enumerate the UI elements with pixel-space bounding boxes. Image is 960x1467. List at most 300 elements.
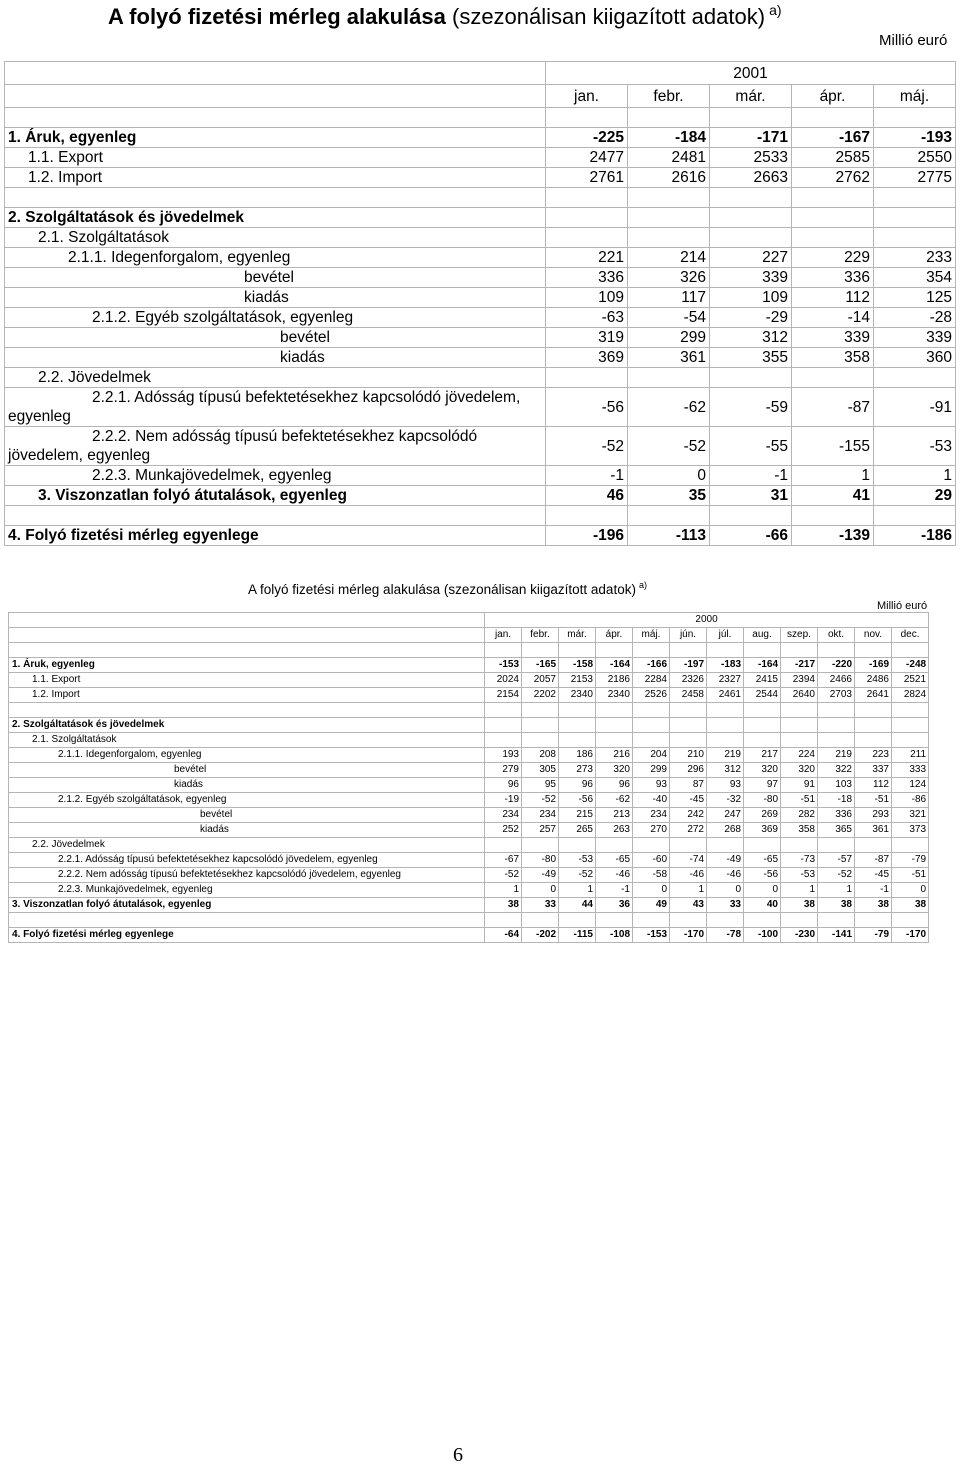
- table-row: [9, 718, 929, 733]
- value-cell: 354: [874, 268, 956, 288]
- value-cell: -184: [628, 128, 710, 148]
- value-cell: 268: [707, 823, 744, 838]
- value-cell: -52: [818, 868, 855, 883]
- value-cell: [792, 208, 874, 228]
- value-cell: [710, 368, 792, 388]
- empty-cell: [892, 643, 929, 658]
- row-label: 2. Szolgáltatások és jövedelmek: [5, 208, 546, 228]
- value-cell: 273: [559, 763, 596, 778]
- value-cell: -49: [522, 868, 559, 883]
- value-cell: 2550: [874, 148, 956, 168]
- empty-cell: [485, 643, 522, 658]
- table1: [4, 61, 956, 546]
- table-row: [5, 388, 956, 427]
- row-label: kiadás: [5, 288, 546, 308]
- empty-cell: [744, 703, 781, 718]
- value-cell: 326: [628, 268, 710, 288]
- value-cell: -40: [633, 793, 670, 808]
- table-row: [5, 427, 956, 466]
- row-label: 2.2.3. Munkajövedelmek, egyenleg: [9, 883, 485, 898]
- value-cell: -63: [546, 308, 628, 328]
- value-cell: -186: [874, 526, 956, 546]
- table2: [8, 612, 929, 943]
- value-cell: 213: [596, 808, 633, 823]
- value-cell: -164: [744, 658, 781, 673]
- table-row: [9, 658, 929, 673]
- value-cell: 319: [546, 328, 628, 348]
- value-cell: 337: [855, 763, 892, 778]
- table-row: [9, 898, 929, 913]
- value-cell: [546, 228, 628, 248]
- table-row: [5, 248, 956, 268]
- value-cell: [710, 208, 792, 228]
- empty-cell: [781, 913, 818, 928]
- row-label: 3. Viszonzatlan folyó átutalások, egyenleg: [9, 898, 485, 913]
- row-label: 2.2. Jövedelmek: [9, 838, 485, 853]
- empty-cell: [781, 703, 818, 718]
- value-cell: 339: [874, 328, 956, 348]
- row-label: 1.1. Export: [9, 673, 485, 688]
- value-cell: [818, 838, 855, 853]
- value-cell: -167: [792, 128, 874, 148]
- empty-cell: [633, 643, 670, 658]
- value-cell: 2415: [744, 673, 781, 688]
- value-cell: -115: [559, 928, 596, 943]
- table-row: [5, 466, 956, 486]
- empty-cell: [559, 703, 596, 718]
- header-month: febr.: [522, 628, 559, 643]
- value-cell: 215: [559, 808, 596, 823]
- value-cell: -155: [792, 427, 874, 466]
- value-cell: -100: [744, 928, 781, 943]
- value-cell: -230: [781, 928, 818, 943]
- value-cell: -46: [707, 868, 744, 883]
- value-cell: 2526: [633, 688, 670, 703]
- value-cell: 365: [818, 823, 855, 838]
- value-cell: 2461: [707, 688, 744, 703]
- table-row: [5, 328, 956, 348]
- value-cell: 321: [892, 808, 929, 823]
- row-label: 4. Folyó fizetési mérleg egyenlege: [9, 928, 485, 943]
- value-cell: [546, 208, 628, 228]
- value-cell: -65: [596, 853, 633, 868]
- value-cell: -67: [485, 853, 522, 868]
- value-cell: -58: [633, 868, 670, 883]
- value-cell: [522, 838, 559, 853]
- value-cell: 265: [559, 823, 596, 838]
- value-cell: [546, 368, 628, 388]
- header-month: febr.: [628, 85, 710, 108]
- value-cell: 1: [781, 883, 818, 898]
- row-label: kiadás: [9, 778, 485, 793]
- value-cell: [485, 838, 522, 853]
- value-cell: 204: [633, 748, 670, 763]
- row-label: 2.2.1. Adósság típusú befektetésekhez kapcsolódó jövedelem, egyenleg: [9, 853, 485, 868]
- value-cell: -217: [781, 658, 818, 673]
- value-cell: 223: [855, 748, 892, 763]
- value-cell: 125: [874, 288, 956, 308]
- value-cell: -80: [744, 793, 781, 808]
- value-cell: 2761: [546, 168, 628, 188]
- table-row: [5, 128, 956, 148]
- value-cell: -87: [855, 853, 892, 868]
- value-cell: [628, 228, 710, 248]
- empty-cell: [818, 913, 855, 928]
- value-cell: -183: [707, 658, 744, 673]
- value-cell: 93: [633, 778, 670, 793]
- value-cell: -51: [892, 868, 929, 883]
- value-cell: 0: [633, 883, 670, 898]
- value-cell: -19: [485, 793, 522, 808]
- value-cell: [744, 838, 781, 853]
- empty-cell: [818, 643, 855, 658]
- spacer-row: [5, 188, 956, 208]
- empty-cell: [792, 188, 874, 208]
- row-label: 3. Viszonzatlan folyó átutalások, egyenleg: [5, 486, 546, 506]
- table-row: [9, 868, 929, 883]
- value-cell: 373: [892, 823, 929, 838]
- empty-cell: [522, 643, 559, 658]
- value-cell: 103: [818, 778, 855, 793]
- value-cell: 95: [522, 778, 559, 793]
- value-cell: [818, 733, 855, 748]
- value-cell: -60: [633, 853, 670, 868]
- value-cell: [792, 368, 874, 388]
- spacer-row: [9, 913, 929, 928]
- value-cell: 87: [670, 778, 707, 793]
- value-cell: 33: [522, 898, 559, 913]
- value-cell: -87: [792, 388, 874, 427]
- value-cell: 2327: [707, 673, 744, 688]
- row-label: bevétel: [9, 808, 485, 823]
- empty-cell: [744, 913, 781, 928]
- header-month: jún.: [670, 628, 707, 643]
- value-cell: 0: [628, 466, 710, 486]
- value-cell: [596, 733, 633, 748]
- spacer-row: [9, 643, 929, 658]
- empty-cell: [707, 703, 744, 718]
- row-label: 2.2.3. Munkajövedelmek, egyenleg: [5, 466, 546, 486]
- value-cell: -46: [596, 868, 633, 883]
- header-month: már.: [710, 85, 792, 108]
- value-cell: 312: [710, 328, 792, 348]
- header-year-row: [5, 62, 956, 85]
- value-cell: 2326: [670, 673, 707, 688]
- value-cell: 109: [710, 288, 792, 308]
- row-label: 2.1. Szolgáltatások: [9, 733, 485, 748]
- empty-cell: [874, 108, 956, 128]
- value-cell: 1: [792, 466, 874, 486]
- value-cell: 208: [522, 748, 559, 763]
- value-cell: -56: [546, 388, 628, 427]
- value-cell: -18: [818, 793, 855, 808]
- value-cell: 358: [792, 348, 874, 368]
- value-cell: 242: [670, 808, 707, 823]
- value-cell: 361: [628, 348, 710, 368]
- value-cell: -52: [559, 868, 596, 883]
- empty-cell: [792, 108, 874, 128]
- value-cell: -53: [874, 427, 956, 466]
- value-cell: [874, 368, 956, 388]
- value-cell: 269: [744, 808, 781, 823]
- empty-cell: [485, 913, 522, 928]
- empty-cell: [596, 643, 633, 658]
- value-cell: 38: [855, 898, 892, 913]
- value-cell: -56: [559, 793, 596, 808]
- table2-title-text: A folyó fizetési mérleg alakulása (szezonálisan kiigazított adatok): [248, 582, 636, 597]
- value-cell: 93: [707, 778, 744, 793]
- empty-cell: [874, 506, 956, 526]
- empty-cell: [670, 913, 707, 928]
- value-cell: [855, 838, 892, 853]
- row-label: 1.2. Import: [9, 688, 485, 703]
- value-cell: -80: [522, 853, 559, 868]
- value-cell: [744, 718, 781, 733]
- value-cell: 2544: [744, 688, 781, 703]
- value-cell: -52: [522, 793, 559, 808]
- table-row: [5, 168, 956, 188]
- value-cell: [710, 228, 792, 248]
- value-cell: [559, 733, 596, 748]
- value-cell: -55: [710, 427, 792, 466]
- table-row: [9, 838, 929, 853]
- spacer-row: [5, 108, 956, 128]
- value-cell: [892, 718, 929, 733]
- value-cell: [818, 718, 855, 733]
- header-year-row: [9, 613, 929, 628]
- row-label: bevétel: [5, 328, 546, 348]
- value-cell: -139: [792, 526, 874, 546]
- value-cell: -45: [855, 868, 892, 883]
- value-cell: -79: [855, 928, 892, 943]
- value-cell: 49: [633, 898, 670, 913]
- empty-cell: [546, 108, 628, 128]
- value-cell: 229: [792, 248, 874, 268]
- value-cell: 2340: [559, 688, 596, 703]
- table1-title-footnote: a): [769, 2, 782, 18]
- empty-cell: [633, 703, 670, 718]
- header-year: 2001: [546, 62, 956, 85]
- value-cell: 0: [522, 883, 559, 898]
- value-cell: -78: [707, 928, 744, 943]
- value-cell: 2486: [855, 673, 892, 688]
- value-cell: 234: [485, 808, 522, 823]
- value-cell: -202: [522, 928, 559, 943]
- value-cell: [781, 733, 818, 748]
- value-cell: 2533: [710, 148, 792, 168]
- row-label: 2.1.2. Egyéb szolgáltatások, egyenleg: [9, 793, 485, 808]
- value-cell: 320: [781, 763, 818, 778]
- table-row: [9, 808, 929, 823]
- page-number: 6: [453, 1444, 463, 1466]
- value-cell: -220: [818, 658, 855, 673]
- row-label: bevétel: [5, 268, 546, 288]
- value-cell: 270: [633, 823, 670, 838]
- empty-cell: [522, 913, 559, 928]
- value-cell: -29: [710, 308, 792, 328]
- value-cell: 91: [781, 778, 818, 793]
- value-cell: -45: [670, 793, 707, 808]
- value-cell: [707, 838, 744, 853]
- value-cell: -170: [670, 928, 707, 943]
- table-row: [9, 883, 929, 898]
- header-year: 2000: [485, 613, 929, 628]
- value-cell: 339: [710, 268, 792, 288]
- value-cell: 336: [792, 268, 874, 288]
- header-month: okt.: [818, 628, 855, 643]
- table-row: [9, 673, 929, 688]
- value-cell: -65: [744, 853, 781, 868]
- table2-unit: Millió euró: [877, 600, 928, 612]
- table-row: [5, 368, 956, 388]
- empty-cell: [670, 703, 707, 718]
- row-label: 2.1.1. Idegenforgalom, egyenleg: [9, 748, 485, 763]
- value-cell: [874, 228, 956, 248]
- table-row: [5, 486, 956, 506]
- value-cell: -86: [892, 793, 929, 808]
- table-row: [9, 793, 929, 808]
- value-cell: 109: [546, 288, 628, 308]
- value-cell: 361: [855, 823, 892, 838]
- value-cell: 124: [892, 778, 929, 793]
- value-cell: -113: [628, 526, 710, 546]
- empty-cell: [633, 913, 670, 928]
- value-cell: -66: [710, 526, 792, 546]
- row-label: kiadás: [9, 823, 485, 838]
- header-corner: [9, 628, 485, 643]
- value-cell: 336: [546, 268, 628, 288]
- value-cell: 38: [485, 898, 522, 913]
- empty-cell: [628, 108, 710, 128]
- value-cell: 2640: [781, 688, 818, 703]
- value-cell: -59: [710, 388, 792, 427]
- table-row: [9, 823, 929, 838]
- value-cell: 263: [596, 823, 633, 838]
- value-cell: 29: [874, 486, 956, 506]
- value-cell: 96: [596, 778, 633, 793]
- value-cell: 210: [670, 748, 707, 763]
- value-cell: -166: [633, 658, 670, 673]
- value-cell: 36: [596, 898, 633, 913]
- value-cell: 296: [670, 763, 707, 778]
- row-label: 2.2. Jövedelmek: [5, 368, 546, 388]
- value-cell: 38: [818, 898, 855, 913]
- table-row: [5, 208, 956, 228]
- empty-cell: [5, 108, 546, 128]
- value-cell: [744, 733, 781, 748]
- empty-cell: [5, 506, 546, 526]
- header-month: júl.: [707, 628, 744, 643]
- value-cell: -158: [559, 658, 596, 673]
- value-cell: -225: [546, 128, 628, 148]
- value-cell: 299: [628, 328, 710, 348]
- value-cell: -169: [855, 658, 892, 673]
- header-month: szep.: [781, 628, 818, 643]
- table-row: [9, 748, 929, 763]
- value-cell: -57: [818, 853, 855, 868]
- value-cell: -51: [781, 793, 818, 808]
- table-row: [5, 348, 956, 368]
- row-label: 1. Áruk, egyenleg: [5, 128, 546, 148]
- value-cell: [792, 228, 874, 248]
- value-cell: 234: [522, 808, 559, 823]
- value-cell: -46: [670, 868, 707, 883]
- table1-title-bold: A folyó fizetési mérleg alakulása: [108, 4, 446, 29]
- empty-cell: [628, 506, 710, 526]
- table-row: [9, 763, 929, 778]
- value-cell: [707, 718, 744, 733]
- empty-cell: [559, 643, 596, 658]
- value-cell: 46: [546, 486, 628, 506]
- value-cell: [892, 733, 929, 748]
- value-cell: 1: [485, 883, 522, 898]
- value-cell: 44: [559, 898, 596, 913]
- value-cell: 2154: [485, 688, 522, 703]
- empty-cell: [892, 913, 929, 928]
- row-label: 2.1.1. Idegenforgalom, egyenleg: [5, 248, 546, 268]
- value-cell: -14: [792, 308, 874, 328]
- value-cell: 312: [707, 763, 744, 778]
- value-cell: 224: [781, 748, 818, 763]
- value-cell: -170: [892, 928, 929, 943]
- table1-title: [108, 2, 782, 30]
- header-month: ápr.: [792, 85, 874, 108]
- value-cell: [485, 733, 522, 748]
- header-month: ápr.: [596, 628, 633, 643]
- empty-cell: [781, 643, 818, 658]
- value-cell: 2186: [596, 673, 633, 688]
- empty-cell: [546, 506, 628, 526]
- value-cell: 2024: [485, 673, 522, 688]
- value-cell: 221: [546, 248, 628, 268]
- value-cell: 2481: [628, 148, 710, 168]
- value-cell: [628, 368, 710, 388]
- value-cell: 336: [818, 808, 855, 823]
- value-cell: -165: [522, 658, 559, 673]
- value-cell: 31: [710, 486, 792, 506]
- value-cell: 43: [670, 898, 707, 913]
- value-cell: 35: [628, 486, 710, 506]
- header-corner: [9, 613, 485, 628]
- value-cell: -28: [874, 308, 956, 328]
- value-cell: 272: [670, 823, 707, 838]
- empty-cell: [744, 643, 781, 658]
- value-cell: 282: [781, 808, 818, 823]
- table-row: [5, 288, 956, 308]
- empty-cell: [855, 913, 892, 928]
- header-month: jan.: [485, 628, 522, 643]
- row-label: 2. Szolgáltatások és jövedelmek: [9, 718, 485, 733]
- row-label: 1. Áruk, egyenleg: [9, 658, 485, 673]
- value-cell: 1: [670, 883, 707, 898]
- row-label: kiadás: [5, 348, 546, 368]
- value-cell: 2641: [855, 688, 892, 703]
- value-cell: [559, 718, 596, 733]
- value-cell: [559, 838, 596, 853]
- empty-cell: [710, 506, 792, 526]
- value-cell: 305: [522, 763, 559, 778]
- empty-cell: [522, 703, 559, 718]
- value-cell: 2477: [546, 148, 628, 168]
- value-cell: [892, 838, 929, 853]
- value-cell: 96: [559, 778, 596, 793]
- header-corner: [5, 85, 546, 108]
- value-cell: -171: [710, 128, 792, 148]
- value-cell: [596, 718, 633, 733]
- value-cell: 0: [707, 883, 744, 898]
- value-cell: 2153: [559, 673, 596, 688]
- header-month: máj.: [874, 85, 956, 108]
